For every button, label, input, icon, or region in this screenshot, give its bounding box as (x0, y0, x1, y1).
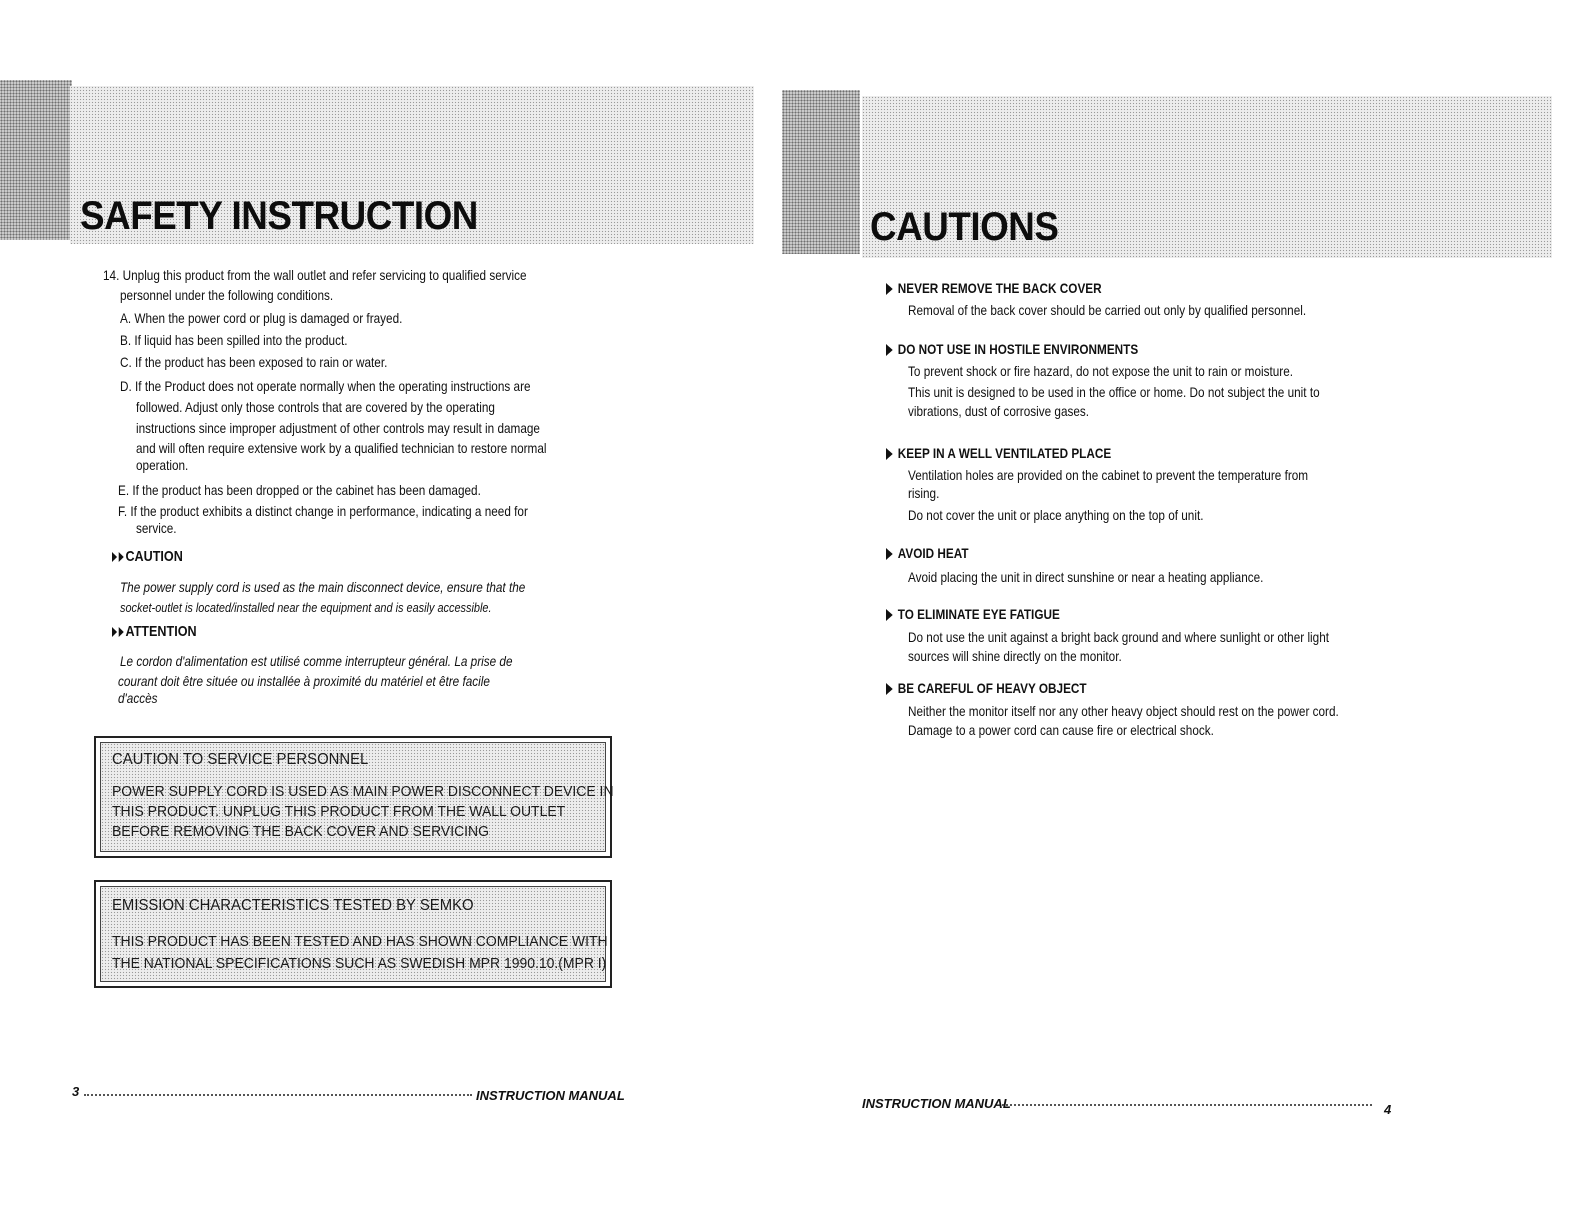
caution-heading (112, 546, 183, 567)
notice-heading: CAUTION TO SERVICE PERSONNEL (112, 751, 369, 768)
attention-line-3: d'accès (118, 690, 158, 706)
caution-item-text: Avoid placing the unit in direct sunshine or near a heating appliance. (908, 569, 1264, 585)
caution-item-text: sources will shine directly on the monitor. (908, 648, 1122, 664)
caution-line-1: The power supply cord is used as the main disconnect device, ensure that the (120, 579, 526, 595)
page-title: SAFETY INSTRUCTION (80, 194, 478, 238)
attention-line-2: courant doit être située ou installée à proximité du matériel et être facile (118, 673, 490, 689)
heading-text: TO ELIMINATE EYE FATIGUE (897, 606, 1060, 622)
item-14-line-1: 14. Unplug this product from the wall outlet and refer servicing to qualified service (103, 267, 527, 283)
sub-item-d-line-1: D. If the Product does not operate normally when the operating instructions are (120, 378, 531, 394)
service-personnel-notice (94, 736, 612, 858)
right-page (790, 0, 1582, 1224)
arrow-icon (886, 548, 893, 560)
caution-item-text: Do not cover the unit or place anything on the top of unit. (908, 507, 1204, 523)
heading-text: DO NOT USE IN HOSTILE ENVIRONMENTS (897, 341, 1139, 357)
header-tab-block (782, 90, 860, 254)
sub-item-b: B. If liquid has been spilled into the product. (120, 332, 348, 348)
caution-item-text: Removal of the back cover should be carried out only by qualified personnel. (908, 302, 1307, 318)
footer-dotted-rule (84, 1094, 472, 1096)
heading-text: NEVER REMOVE THE BACK COVER (897, 280, 1102, 296)
caution-item-text: Do not use the unit against a bright back ground and where sunlight or other light (908, 629, 1330, 645)
sub-item-d-line-2: followed. Adjust only those controls that are covered by the operating (136, 399, 495, 415)
attention-heading-text: ATTENTION (125, 623, 197, 640)
sub-item-f-line-2: service. (136, 520, 177, 536)
caution-item-heading (886, 604, 1060, 624)
caution-line-2: socket-outlet is located/installed near the equipment and is easily accessible. (120, 600, 492, 615)
notice-line-1: POWER SUPPLY CORD IS USED AS MAIN POWER DISCONNECT DEVICE IN (112, 783, 614, 800)
page-number: 3 (72, 1084, 80, 1099)
item-14-line-2: personnel under the following conditions. (120, 287, 334, 303)
notice-line-2: THE NATIONAL SPECIFICATIONS SUCH AS SWEDISH MPR 1990.10.(MPR I) (112, 955, 607, 972)
caution-item-heading (886, 339, 1138, 359)
caution-item-text: rising. (908, 485, 940, 501)
arrow-icon (112, 552, 117, 562)
caution-item-text: To prevent shock or fire hazard, do not expose the unit to rain or moisture. (908, 363, 1294, 379)
page-title: CAUTIONS (870, 205, 1059, 249)
sub-item-c: C. If the product has been exposed to rain or water. (120, 354, 388, 370)
notice-line-1: THIS PRODUCT HAS BEEN TESTED AND HAS SHOWN COMPLIANCE WITH (112, 933, 608, 950)
caution-item-text: Ventilation holes are provided on the cabinet to prevent the temperature from (908, 467, 1309, 483)
arrow-icon (886, 283, 893, 295)
attention-line-1: Le cordon d'alimentation est utilisé comme interrupteur général. La prise de (120, 653, 513, 669)
sub-item-f-line-1: F. If the product exhibits a distinct change in performance, indicating a need for (118, 503, 528, 519)
footer-label: INSTRUCTION MANUAL (862, 1096, 1011, 1111)
footer-label: INSTRUCTION MANUAL (476, 1088, 625, 1103)
arrow-icon (886, 683, 893, 695)
caution-item-heading (886, 278, 1102, 298)
arrow-icon (112, 627, 117, 637)
attention-heading (112, 621, 197, 642)
sub-item-d-line-5: operation. (136, 457, 189, 473)
arrow-icon (886, 448, 893, 460)
arrow-icon (119, 627, 124, 637)
caution-item-text: vibrations, dust of corrosive gases. (908, 403, 1090, 419)
sub-item-a: A. When the power cord or plug is damaged or frayed. (120, 310, 403, 326)
sub-item-d-line-3: instructions since improper adjustment of other controls may result in damage (136, 420, 540, 436)
left-page (0, 0, 790, 1224)
footer-dotted-rule (1002, 1104, 1372, 1106)
emission-notice (94, 880, 612, 988)
caution-item-heading (886, 678, 1087, 698)
caution-item-heading (886, 543, 969, 563)
caution-item-text: Neither the monitor itself nor any other heavy object should rest on the power cord. (908, 703, 1339, 719)
caution-item-heading (886, 443, 1111, 463)
sub-item-e: E. If the product has been dropped or the cabinet has been damaged. (118, 482, 481, 498)
caution-item-text: Damage to a power cord can cause fire or electrical shock. (908, 722, 1214, 738)
caution-heading-text: CAUTION (125, 548, 183, 565)
heading-text: BE CAREFUL OF HEAVY OBJECT (897, 680, 1087, 696)
header-tab-block (0, 80, 72, 240)
heading-text: KEEP IN A WELL VENTILATED PLACE (897, 445, 1112, 461)
heading-text: AVOID HEAT (897, 545, 969, 561)
arrow-icon (886, 344, 893, 356)
arrow-icon (119, 552, 124, 562)
notice-line-3: BEFORE REMOVING THE BACK COVER AND SERVICING (112, 823, 489, 840)
caution-item-text: This unit is designed to be used in the office or home. Do not subject the unit to (908, 384, 1320, 400)
notice-line-2: THIS PRODUCT. UNPLUG THIS PRODUCT FROM THE WALL OUTLET (112, 803, 566, 820)
arrow-icon (886, 609, 893, 621)
page-number: 4 (1384, 1102, 1392, 1117)
sub-item-d-line-4: and will often require extensive work by a qualified technician to restore normal (136, 440, 547, 456)
notice-heading: EMISSION CHARACTERISTICS TESTED BY SEMKO (112, 897, 474, 914)
